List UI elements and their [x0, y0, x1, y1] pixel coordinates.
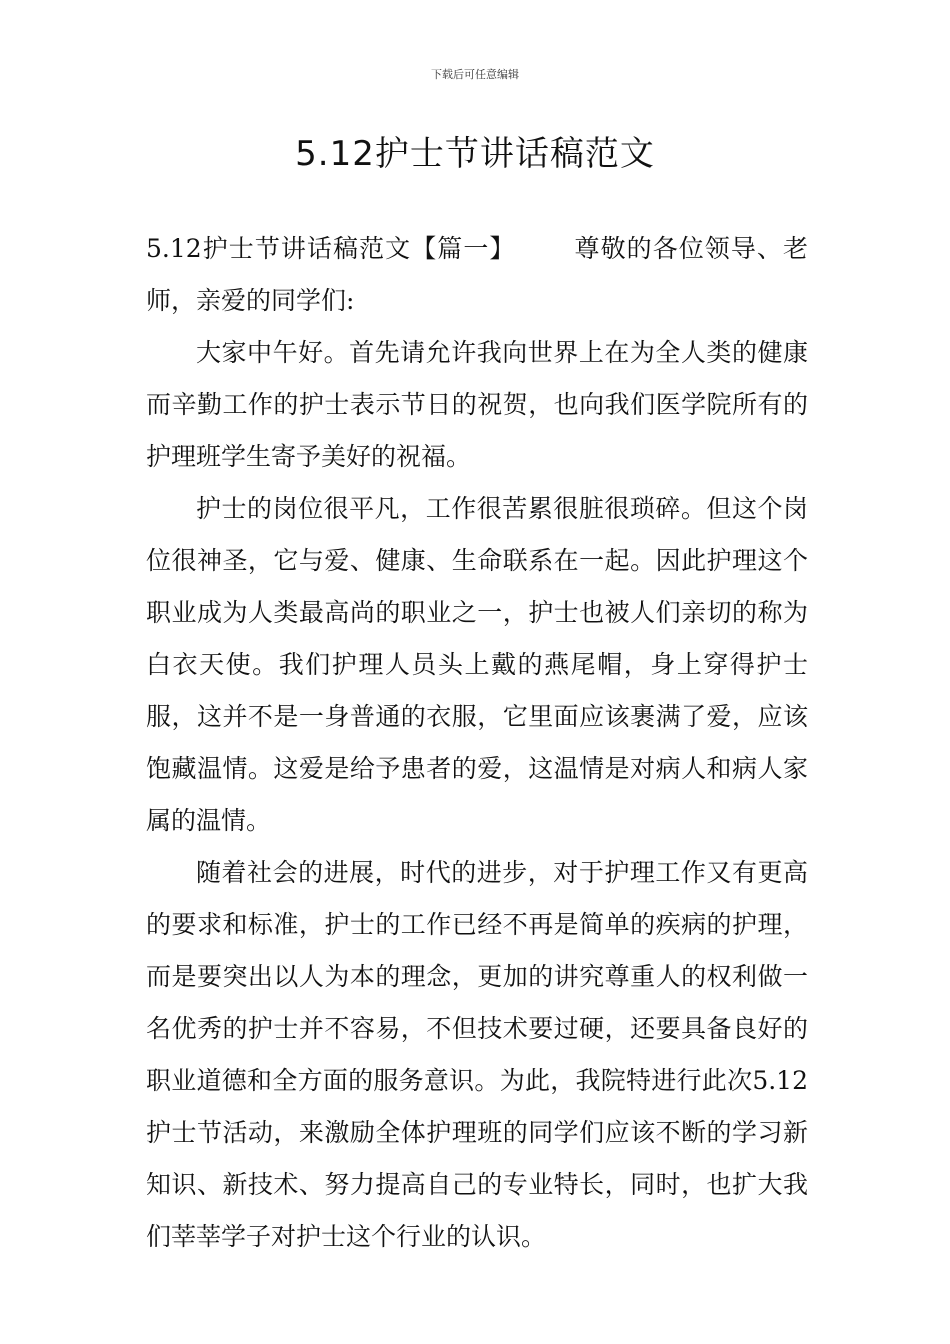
- paragraph: 护士的岗位很平凡，工作很苦累很脏很琐碎。但这个岗位很神圣，它与爱、健康、生命联系在一起。因此护理这个职业成为人类最高尚的职业之一，护士也被人们亲切的称为白衣天使。我们护理人员头上戴的燕尾帽，身上穿得护士服，这并不是一身普通的衣服，它里面应该裹满了爱，应该饱藏温情。这爱是给予患者的爱，这温情是对病人和病人家属的温情。: [146, 494, 808, 835]
- document-title: 5.12护士节讲话稿范文: [295, 134, 655, 174]
- paragraph: 大家中午好。首先请允许我向世界上在为全人类的健康而辛勤工作的护士表示节日的祝贺，也向我们医学院所有的护理班学生寄予美好的祝福。: [146, 338, 808, 471]
- paragraph: 随着社会的进展，时代的进步，对于护理工作又有更高的要求和标准，护士的工作已经不再是简单的疾病的护理，而是要突出以人为本的理念，更加的讲究尊重人的权利做一名优秀的护士并不容易，不但技术要过硬，还要具备良好的职业道德和全方面的服务意识。为此，我院特进行此次5.12护士节活动，来激励全体护理班的同学们应该不断的学习新知识、新技术、努力提高自己的专业特长，同时，也扩大我们莘莘学子对护士这个行业的认识。: [146, 858, 808, 1251]
- intro-paragraph: [146, 223, 808, 327]
- document-body: [146, 223, 808, 1263]
- header-note: 下载后可任意编辑: [431, 68, 519, 81]
- intro-label: 5.12护士节讲话稿范文【篇一】: [146, 234, 516, 263]
- intro-text: 尊敬的各位领导、老师，亲爱的同学们:: [146, 234, 808, 315]
